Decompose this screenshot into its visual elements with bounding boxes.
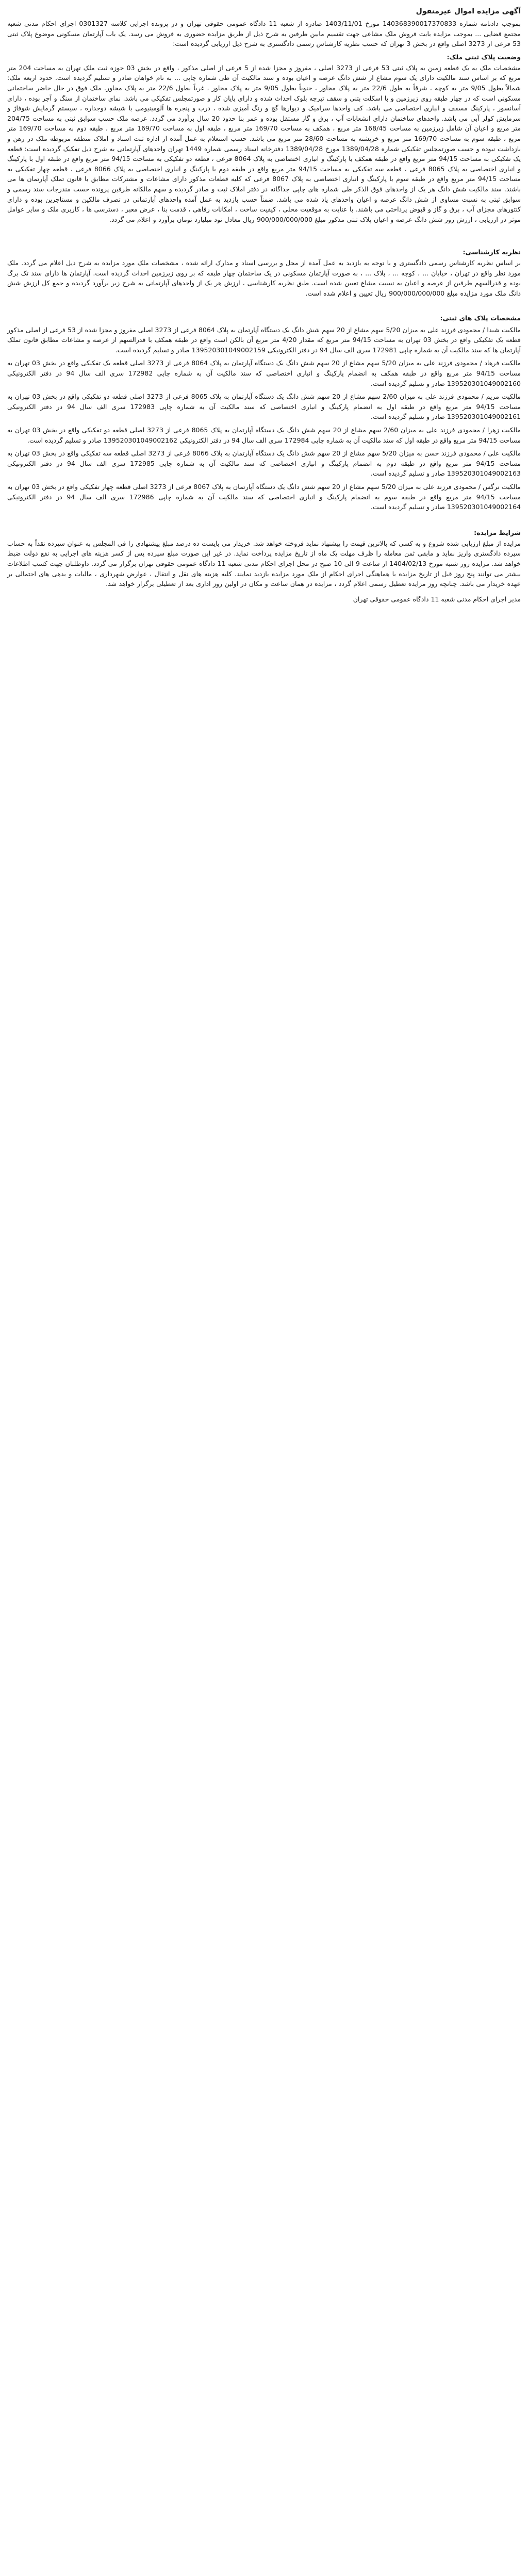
owner-item: مالکیت فرهاد / محمودی فرزند علی به میزان 5/20 سهم مشاع از 20 سهم شش دانگ یک دستگاه آپارتمان به پلاک 8064 فرعی از 3273 اصلی قطعه یک تفکیکی واقع در بخش 03 تهران به مساحت 94/15 متر مربع واقع در طبقه همکف به انضمام پارکینگ و انباری اختصاصی که سند مالکیت آن به شماره چاپی 172982 سری الف سال 94 در دفتر الکترونیکی 139520301049002160 صادر و تسلیم گردیده است. [7, 359, 521, 387]
expert-opinion-section [7, 247, 521, 298]
owner-item: مالکیت علی / محمودی فرزند حسن به میزان 5/20 سهم مشاع از 20 سهم شش دانگ یک دستگاه آپارتمان به پلاک 8066 فرعی از 3273 اصلی قطعه سه تفکیکی واقع در بخش 03 تهران به مساحت 94/15 متر مربع واقع در طبقه دوم به انضمام پارکینگ و انباری اختصاصی که سند مالکیت آن به شماره چاپی 172985 سری الف سال 94 در دفتر الکترونیکی 139520301049002163 صادر و تسلیم گردیده است. [7, 449, 521, 478]
auction-conditions-body: مزایده از مبلغ ارزیابی شده شروع و به کسی که بالاترین قیمت را پیشنهاد نماید فروخته خواهد شد. خریدار می بایست ده درصد مبلغ پیشنهادی را فی المجلس به عنوان سپرده نقداً به حساب سپرده دادگستری واریز نماید و مابقی ثمن معامله را ظرف مهلت یک ماه از تاریخ مزایده پرداخت نماید. در غیر این صورت مبلغ سپرده پس از کسر هزینه های اجرایی به نفع دولت ضبط خواهد شد. مزایده روز شنبه مورخ 1404/02/13 از ساعت 9 الی 10 صبح در محل اجرای احکام مدنی شعبه 11 دادگاه عمومی حقوقی تهران برگزار می گردد. داوطلبان جهت کسب اطلاعات بیشتر می توانند پنج روز قبل از تاریخ مزایده با هماهنگی اجرای احکام از ملک مورد مزایده بازدید نمایند. کلیه هزینه های نقل و انتقال ، عوارض شهرداری ، مالیات و بدهی های احتمالی بر عهده خریدار می باشد. چنانچه روز مزایده تعطیل رسمی اعلام گردد ، مزایده در همان ساعت و مکان در اولین روز اداری بعد از تعطیلی برگزار خواهد شد. [7, 539, 521, 588]
spacer [7, 515, 521, 525]
plaque-description-body: مشخصات ملک به یک قطعه زمین به پلاک ثبتی 53 فرعی از 3273 اصلی ، مفروز و مجزا شده از 5 فرعی از اصلی مذکور ، واقع در بخش 03 حوزه ثبت ملک تهران به مساحت 204 متر مربع که بر اساس سند مالکیت دارای یک سوم مشاع از شش دانگ عرصه و اعیان بوده و سند مالکیت آن طی شماره چاپی ... به نام خواهان صادر و تسلیم گردیده است. حدود اربعه ملک: شمالاً بطول 9/05 متر به کوچه ، شرقاً به طول 22/6 متر به پلاک مجاور ، جنوباً بطول 9/05 متر به پلاک مجاور ، غرباً بطول 22/6 متر به پلاک مجاور. ملک فوق در حال حاضر ساختمانی مسکونی است که در چهار طبقه روی زیرزمین و با اسکلت بتنی و سقف تیرچه بلوک احداث شده و دارای پایان کار و صورتمجلس تفکیکی می باشد. نمای ساختمان از سنگ و آجر بوده ، دارای آسانسور ، پارکینگ مسقف و انباری اختصاصی می باشد. کف واحدها سرامیک و دیوارها گچ و رنگ آمیزی شده ، درب و پنجره ها آلومینیومی با شیشه دوجداره ، سیستم گرمایش شوفاژ و سرمایش کولر آبی می باشد. واحدهای ساختمان دارای انشعابات آب ، برق و گاز مستقل بوده و عمر بنا حدود 20 سال برآورد می گردد. عرصه ملک حسب سوابق ثبتی به مساحت 204/75 متر مربع و اعیان آن شامل زیرزمین به مساحت 168/45 متر مربع ، همکف به مساحت 169/70 متر مربع ، طبقه اول به مساحت 169/70 متر مربع ، طبقه دوم به مساحت 169/70 متر مربع ، طبقه سوم به مساحت 169/70 متر مربع و خرپشته به مساحت 28/60 متر مربع می باشد. حسب استعلام به عمل آمده از اداره ثبت اسناد و املاک منطقه مربوطه ملک در رهن و بازداشت نبوده و حسب صورتمجلس تفکیکی شماره 1389/04/28 مورخ 1389/04/28 دفترخانه اسناد رسمی شماره 1449 تهران واحدهای آپارتمانی به شرح ذیل تفکیک گردیده است: قطعه یک تفکیکی به مساحت 94/15 متر مربع واقع در طبقه همکف با پارکینگ و انباری اختصاصی به پلاک 8064 فرعی ، قطعه دو تفکیکی به مساحت 94/15 متر مربع واقع در طبقه اول با پارکینگ و انباری اختصاصی به پلاک 8065 فرعی ، قطعه سه تفکیکی به مساحت 94/15 متر مربع واقع در طبقه دوم با پارکینگ و انباری اختصاصی به پلاک 8066 فرعی ، قطعه چهار تفکیکی به مساحت 94/15 متر مربع واقع در طبقه سوم با پارکینگ و انباری اختصاصی به پلاک 8067 فرعی که کلیه قطعات مذکور دارای مشاعات و مشترکات مطابق با قانون تملک آپارتمان ها می باشند. سند مالکیت شش دانگ هر یک از واحدهای فوق الذکر طی شماره های چاپی جداگانه در دفتر املاک ثبت و صادر گردیده و سهم مالکانه طرفین پرونده حسب مندرجات سند رسمی و سوابق ثبتی به نسبت مساوی از شش دانگ عرصه و اعیان واحدهای یاد شده می باشد. ضمناً حسب بازدید به عمل آمده واحدهای آپارتمانی در تصرف مالکین و مستاجرین بوده و دارای کنتورهای مجزای آب ، برق و گاز و قبوض پرداختی می باشند. با عنایت به موقعیت محلی ، کیفیت ساخت ، امکانات رفاهی ، قدمت بنا ، عرض معبر ، دسترسی ها ، کاربری ملک و سایر عوامل موثر در ارزیابی ، ارزش روز شش دانگ عرصه و اعیان پلاک ثبتی مذکور مبلغ 900/000/000/000 ریال معادل نود میلیارد تومان برآورد و اعلام می گردد. [7, 63, 521, 223]
owners-list [7, 325, 521, 512]
registered-plaques-heading: مشخصات پلاک های ثبتی: [440, 314, 521, 322]
plaque-description-heading: وضعیت پلاک ثبتی ملک: [447, 53, 521, 61]
spacer [7, 301, 521, 310]
owner-item: مالکیت مریم / محمودی فرزند علی به میزان 2/60 سهم مشاع از 20 سهم شش دانگ یک دستگاه آپارتمان به پلاک 8065 فرعی از 3273 اصلی قطعه دو تفکیکی واقع در بخش 03 تهران به مساحت 94/15 متر مربع واقع در طبقه اول به انضمام پارکینگ و انباری اختصاصی که سند مالکیت آن به شماره چاپی 172983 سری الف سال 94 در دفتر الکترونیکی 139520301049002161 صادر و تسلیم گردیده است. [7, 393, 521, 421]
owner-item: مالکیت شیدا / محمودی فرزند علی به میزان 5/20 سهم مشاع از 20 سهم شش دانگ یک دستگاه آپارتمان به پلاک 8064 فرعی از 3273 اصلی مفروز و مجزا شده از 53 فرعی از اصلی مذکور قطعه یک تفکیکی واقع در بخش 03 تهران به مساحت 94/15 متر مربع که مقدار 4/20 متر مربع آن بالکن است واقع در طبقه همکف با قدرالسهم از عرصه و مشاعات مطابق قانون تملک آپارتمان ها که سند مالکیت آن به شماره چاپی 172981 سری الف سال 94 در دفتر الکترونیکی 139520301049002159 صادر و تسلیم گردیده است. [7, 325, 521, 354]
registered-plaques-section [7, 313, 521, 512]
spacer [7, 226, 521, 244]
owner-item: مالکیت نرگس / محمودی فرزند علی به میزان 5/20 سهم مشاع از 20 سهم شش دانگ یک دستگاه آپارتمان به پلاک 8067 فرعی از 3273 اصلی قطعه چهار تفکیکی واقع در بخش 03 تهران به مساحت 94/15 متر مربع واقع در طبقه سوم به انضمام پارکینگ و انباری اختصاصی که سند مالکیت آن به شماره چاپی 172986 سری الف سال 94 در دفتر الکترونیکی 139520301049002164 صادر و تسلیم گردیده است. [7, 482, 521, 511]
expert-opinion-body: بر اساس نظریه کارشناس رسمی دادگستری و با توجه به بازدید به عمل آمده از محل و بررسی اسناد و مدارک ارائه شده ، مشخصات ملک مورد مزایده به شرح ذیل اعلام می گردد. ملک مورد نظر واقع در تهران ، خیابان ... ، کوچه ... ، پلاک ... ، به صورت آپارتمان مسکونی در یک ساختمان چهار طبقه که بر روی زیرزمین احداث گردیده است. آپارتمان ها دارای سند تک برگ بوده و قدرالسهم طرفین از عرصه و اعیان به نسبت مشاع تعیین شده است. طبق نظریه کارشناسی ، ارزش هر یک از واحدهای آپارتمانی به شرح زیر برآورد گردیده و جمع کل ارزش شش دانگ ملک مورد مزایده مبلغ 900/000/000/000 ریال تعیین و اعلام شده است. [7, 259, 521, 298]
auction-conditions-heading: شرایط مزایده: [474, 528, 521, 536]
plaque-description-section [7, 52, 521, 225]
auction-conditions-section [7, 528, 521, 589]
intro-paragraph: بموجب دادنامه شماره 140368390017370833 مورخ 1403/11/01 صادره از شعبه 11 دادگاه عمومی حقوقی تهران و در پرونده اجرایی کلاسه 0301327 اجرای احکام مدنی شعبه مجتمع قضایی ... بموجب مزایده بابت فروش ملک مشاعی جهت تقسیم مابین طرفین به شرح ذیل از طریق مزایده حضوری به فروش می رسد. یک باب آپارتمان مسکونی موضوع پلاک ثبتی 53 فرعی از 3273 اصلی واقع در بخش 3 تهران که حسب نظریه کارشناس رسمی دادگستری به شرح ذیل ارزیابی گردیده است: [7, 20, 521, 48]
owner-item: مالکیت زهرا / محمودی فرزند علی به میزان 2/60 سهم مشاع از 20 سهم شش دانگ یک دستگاه آپارتمان به پلاک 8065 فرعی از 3273 اصلی قطعه دو تفکیکی واقع در بخش 03 تهران به مساحت 94/15 متر مربع واقع در طبقه اول که سند مالکیت آن به شماره چاپی 172984 سری الف سال 94 در دفتر الکترونیکی 139520301049002162 صادر و تسلیم گردیده است. [7, 426, 521, 444]
document-title: آگهی مزایده اموال غیرمنقول [416, 7, 521, 15]
closing-signature: مدیر اجرای احکام مدنی شعبه 11 دادگاه عمومی حقوقی تهران [353, 595, 521, 603]
expert-opinion-heading: نظریه کارشناسی: [463, 248, 521, 256]
